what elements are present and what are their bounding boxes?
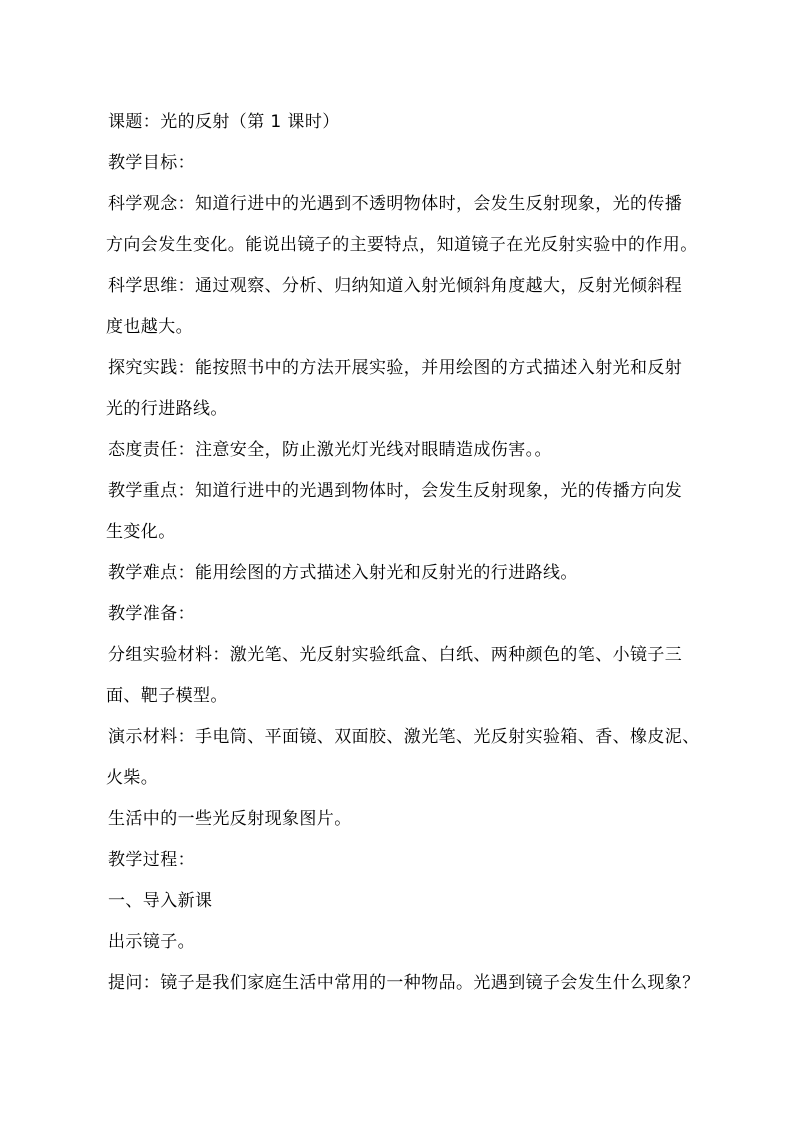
document-body	[108, 102, 726, 1004]
paragraph-science-thinking-continuation: 度也越大。	[106, 317, 193, 337]
paragraph-group-materials: 分组实验材料：激光笔、光反射实验纸盒、白纸、两种颜色的笔、小镜子三	[108, 645, 683, 665]
paragraph-group-materials-continuation: 面、靶子模型。	[106, 686, 228, 706]
paragraph-question: 提问：镜子是我们家庭生活中常用的一种物品。光遇到镜子会发生什么现象？	[108, 973, 700, 993]
paragraph-science-concept-continuation: 方向会发生变化。能说出镜子的主要特点，知道镜子在光反射实验中的作用。	[106, 235, 698, 255]
lesson-title: 课题：光的反射（第 1 课时）	[108, 112, 340, 132]
paragraph-inquiry-practice: 探究实践：能按照书中的方法开展实验，并用绘图的方式描述入射光和反射	[108, 358, 683, 378]
paragraph-difficulty: 教学难点：能用绘图的方式描述入射光和反射光的行进路线。	[108, 563, 578, 583]
paragraph-inquiry-practice-continuation: 光的行进路线。	[106, 399, 228, 419]
paragraph-key-point-continuation: 生变化。	[106, 522, 176, 542]
paragraph-teaching-process: 教学过程：	[108, 850, 195, 870]
paragraph-preparation: 教学准备：	[108, 604, 195, 624]
paragraph-science-concept	[108, 184, 726, 225]
paragraph-attitude-responsibility: 态度责任：注意安全，防止激光灯光线对眼睛造成伤害。。	[108, 440, 552, 460]
section-heading-intro: 一、导入新课	[108, 891, 213, 911]
paragraph-demo-materials-continuation: 火柴。	[106, 768, 159, 788]
paragraph-life-pictures: 生活中的一些光反射现象图片。	[108, 809, 352, 829]
paragraph-demo-materials: 演示材料：手电筒、平面镜、双面胶、激光笔、光反射实验箱、香、橡皮泥、	[108, 727, 700, 747]
paragraph-teaching-goals: 教学目标：	[108, 153, 195, 173]
paragraph-key-point: 教学重点：知道行进中的光遇到物体时，会发生反射现象，光的传播方向发	[108, 481, 683, 501]
paragraph-show-mirror: 出示镜子。	[108, 932, 195, 952]
paragraph-line: 科学观念：知道行进中的光遇到不透明物体时，会发生反射现象，光的传播	[108, 194, 683, 214]
paragraph-science-thinking: 科学思维：通过观察、分析、归纳知道入射光倾斜角度越大，反射光倾斜程	[108, 276, 683, 296]
